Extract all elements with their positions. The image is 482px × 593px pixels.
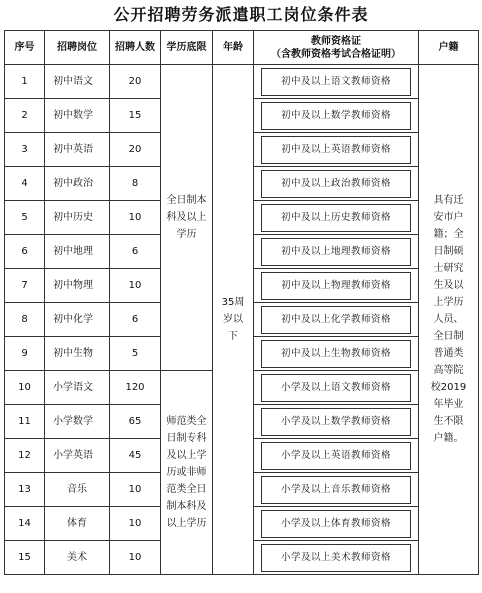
cell-seq: 11 xyxy=(5,405,45,439)
cell-seq: 8 xyxy=(5,303,45,337)
cell-count: 5 xyxy=(110,337,161,371)
certificate-box: 初中及以上生物教师资格 xyxy=(261,340,411,368)
certificate-box: 初中及以上政治教师资格 xyxy=(261,170,411,198)
header-age: 年龄 xyxy=(213,31,254,65)
cell-certificate xyxy=(254,65,419,99)
certificate-box: 初中及以上地理教师资格 xyxy=(261,238,411,266)
header-hukou: 户籍 xyxy=(419,31,479,65)
cell-count: 20 xyxy=(110,65,161,99)
cell-seq: 5 xyxy=(5,201,45,235)
certificate-box: 初中及以上物理教师资格 xyxy=(261,272,411,300)
cell-position: 小学数学 xyxy=(45,405,110,439)
cell-position: 初中政治 xyxy=(45,167,110,201)
certificate-box: 小学及以上音乐教师资格 xyxy=(261,476,411,504)
cell-education-middle xyxy=(161,65,213,371)
cell-count: 10 xyxy=(110,201,161,235)
cell-position: 初中语文 xyxy=(45,65,110,99)
cell-seq: 13 xyxy=(5,473,45,507)
cell-seq: 12 xyxy=(5,439,45,473)
cell-position: 初中地理 xyxy=(45,235,110,269)
cell-position: 初中化学 xyxy=(45,303,110,337)
cell-count: 20 xyxy=(110,133,161,167)
cell-age xyxy=(213,65,254,575)
header-position: 招聘岗位 xyxy=(45,31,110,65)
certificate-box: 小学及以上英语教师资格 xyxy=(261,442,411,470)
cell-seq: 10 xyxy=(5,371,45,405)
education-middle-text: 全日制本科及以上学历 xyxy=(166,195,207,240)
cell-position: 初中物理 xyxy=(45,269,110,303)
cell-count: 10 xyxy=(110,507,161,541)
cell-position: 小学英语 xyxy=(45,439,110,473)
cell-count: 10 xyxy=(110,473,161,507)
cell-count: 8 xyxy=(110,167,161,201)
header-certificate xyxy=(254,31,419,65)
age-text: 35周岁以下 xyxy=(221,297,245,342)
cell-certificate xyxy=(254,167,419,201)
cell-certificate xyxy=(254,269,419,303)
cell-certificate xyxy=(254,235,419,269)
certificate-box: 初中及以上化学教师资格 xyxy=(261,306,411,334)
cell-certificate xyxy=(254,541,419,575)
cell-certificate xyxy=(254,507,419,541)
conditions-table xyxy=(4,30,479,575)
certificate-box: 小学及以上语文教师资格 xyxy=(261,374,411,402)
cell-position: 初中历史 xyxy=(45,201,110,235)
cell-count: 65 xyxy=(110,405,161,439)
cell-certificate xyxy=(254,337,419,371)
cell-seq: 1 xyxy=(5,65,45,99)
header-count: 招聘人数 xyxy=(110,31,161,65)
cell-seq: 15 xyxy=(5,541,45,575)
certificate-box: 初中及以上数学教师资格 xyxy=(261,102,411,130)
cell-seq: 4 xyxy=(5,167,45,201)
certificate-box: 小学及以上数学教师资格 xyxy=(261,408,411,436)
cell-count: 10 xyxy=(110,269,161,303)
certificate-box: 小学及以上美术教师资格 xyxy=(261,544,411,572)
cell-position: 小学语文 xyxy=(45,371,110,405)
cell-count: 6 xyxy=(110,235,161,269)
cell-count: 15 xyxy=(110,99,161,133)
cell-certificate xyxy=(254,99,419,133)
cell-position: 体育 xyxy=(45,507,110,541)
header-certificate-line1: 教师资格证 xyxy=(311,35,361,47)
cell-seq: 9 xyxy=(5,337,45,371)
certificate-box: 初中及以上英语教师资格 xyxy=(261,136,411,164)
cell-position: 初中英语 xyxy=(45,133,110,167)
cell-education-primary xyxy=(161,371,213,575)
cell-seq: 3 xyxy=(5,133,45,167)
cell-seq: 14 xyxy=(5,507,45,541)
header-row xyxy=(5,31,479,65)
certificate-box: 初中及以上语文教师资格 xyxy=(261,68,411,96)
cell-certificate xyxy=(254,201,419,235)
page-title: 公开招聘劳务派遣职工岗位条件表 xyxy=(113,5,369,24)
cell-seq: 6 xyxy=(5,235,45,269)
cell-certificate xyxy=(254,371,419,405)
cell-position: 音乐 xyxy=(45,473,110,507)
header-education: 学历底限 xyxy=(161,31,213,65)
cell-certificate xyxy=(254,133,419,167)
cell-count: 10 xyxy=(110,541,161,575)
cell-position: 美术 xyxy=(45,541,110,575)
cell-certificate xyxy=(254,439,419,473)
cell-seq: 2 xyxy=(5,99,45,133)
cell-seq: 7 xyxy=(5,269,45,303)
table-row xyxy=(5,65,479,99)
certificate-box: 初中及以上历史教师资格 xyxy=(261,204,411,232)
cell-certificate xyxy=(254,405,419,439)
education-primary-text: 师范类全日制专科及以上学历或非师范类全日制本科及以上学历 xyxy=(166,416,207,529)
cell-count: 120 xyxy=(110,371,161,405)
hukou-text: 具有迁安市户籍；全日制硕士研究生及以上学历人员、全日制普通类高等院校2019年毕业生不限户籍。 xyxy=(430,195,467,444)
cell-hukou xyxy=(419,65,479,575)
cell-certificate xyxy=(254,473,419,507)
header-seq: 序号 xyxy=(5,31,45,65)
cell-position: 初中生物 xyxy=(45,337,110,371)
certificate-box: 小学及以上体育教师资格 xyxy=(261,510,411,538)
cell-position: 初中数学 xyxy=(45,99,110,133)
cell-count: 45 xyxy=(110,439,161,473)
cell-count: 6 xyxy=(110,303,161,337)
cell-certificate xyxy=(254,303,419,337)
header-certificate-line2: （含教师资格考试合格证明） xyxy=(271,48,401,60)
